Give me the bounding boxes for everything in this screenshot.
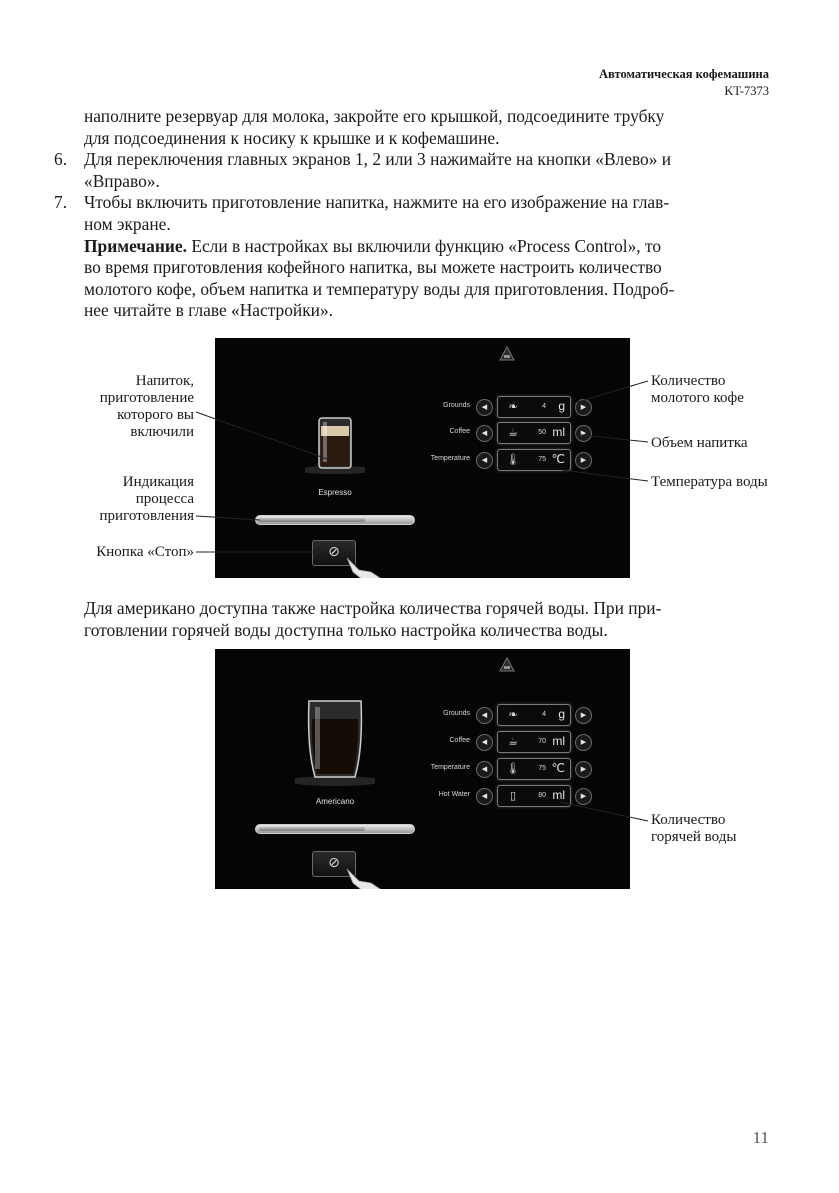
note-line: во время приготовления кофейного напитка, вы можете настроить количество <box>84 257 662 278</box>
list-number: 6. <box>54 149 68 170</box>
param-label: Hot Water <box>438 791 470 798</box>
progress-bar <box>255 824 415 834</box>
param-value: 80 <box>538 792 546 799</box>
param-value: 4 <box>542 711 546 718</box>
brand-logo-icon <box>499 346 515 362</box>
list-number: 7. <box>54 192 68 213</box>
middle-line: Для американо доступна также настройка количества горячей воды. При при- <box>84 598 662 618</box>
param-field <box>497 396 571 418</box>
param-label: Coffee <box>449 737 470 744</box>
param-unit: ℃ <box>551 761 565 775</box>
list-line: Чтобы включить приготовление напитка, нажмите на его изображение на глав- <box>84 192 670 213</box>
increase-button[interactable]: ▶ <box>575 788 592 805</box>
param-row-grounds <box>215 704 630 728</box>
callout-line: молотого кофе <box>651 390 744 406</box>
note-first-line <box>84 236 770 258</box>
callout-line: процесса <box>135 491 194 507</box>
callout-temperature: Температура воды <box>651 474 768 490</box>
param-unit: ml <box>552 734 565 748</box>
callout-line: включили <box>130 424 194 440</box>
hand-pointer-icon <box>345 556 385 578</box>
callout-line: горячей воды <box>651 829 737 845</box>
screen-americano <box>215 649 630 889</box>
header-title: Автоматическая кофемашина <box>599 67 769 81</box>
callout-line: Количество <box>651 812 726 828</box>
param-unit: ml <box>552 425 565 439</box>
param-unit: ℃ <box>551 452 565 466</box>
param-row-temperature <box>215 758 630 782</box>
param-row-coffee <box>215 731 630 755</box>
hand-pointer-icon <box>345 867 385 889</box>
callout-progress <box>60 474 194 525</box>
note-line: молотого кофе, объем напитка и температуру воды для приготовления. Подроб- <box>84 278 675 299</box>
callout-grounds <box>651 373 744 407</box>
param-row-hot-water <box>215 785 630 809</box>
callout-line: Напиток, <box>135 373 194 389</box>
increase-button[interactable]: ▶ <box>575 399 592 416</box>
middle-line: готовлении горячей воды доступна только настройка количества воды. <box>84 619 608 640</box>
list-line: Для переключения главных экранов 1, 2 или 3 нажимайте на кнопки «Влево» и <box>84 149 672 170</box>
list-item-6 <box>54 149 770 192</box>
note-first-text: Если в настройках вы включили функцию «Process Control», то <box>186 235 662 256</box>
page-number: 11 <box>752 1128 769 1147</box>
beans-icon: ❧ <box>508 708 518 721</box>
cup-icon: ☕ <box>508 426 518 439</box>
param-row-grounds <box>215 396 630 420</box>
callout-hot-water <box>651 812 736 846</box>
stop-icon: ⊘ <box>328 544 340 560</box>
increase-button[interactable]: ▶ <box>575 452 592 469</box>
param-field <box>497 785 571 807</box>
param-row-coffee <box>215 422 630 446</box>
param-field <box>497 449 571 471</box>
callout-volume: Объем напитка <box>651 435 748 451</box>
param-value: 75 <box>538 456 546 463</box>
water-cup-icon: ▯ <box>509 789 517 802</box>
param-field <box>497 704 571 726</box>
list-item-7 <box>54 192 770 235</box>
screen-espresso <box>215 338 630 578</box>
intro-line: для подсоединения к носику к крышке и к кофемашине. <box>84 127 500 148</box>
note-paragraph <box>54 236 770 322</box>
note-line: нее читайте в главе «Настройки». <box>84 300 334 321</box>
param-field <box>497 422 571 444</box>
body-text-middle <box>54 598 770 641</box>
decrease-button[interactable]: ◀ <box>476 707 493 724</box>
running-header <box>599 66 769 100</box>
param-row-temperature <box>215 449 630 473</box>
param-label: Temperature <box>430 455 470 462</box>
cup-icon: ☕ <box>508 735 518 748</box>
intro-line: наполните резервуар для молока, закройте его крышкой, подсоедините трубку <box>84 106 665 126</box>
callout-line: приготовления <box>99 508 194 524</box>
param-label: Coffee <box>449 428 470 435</box>
decrease-button[interactable]: ◀ <box>476 788 493 805</box>
note-label: Примечание. <box>84 235 187 256</box>
param-label: Grounds <box>443 402 470 409</box>
callout-line: которого вы <box>117 407 194 423</box>
decrease-button[interactable]: ◀ <box>476 452 493 469</box>
stop-icon: ⊘ <box>328 855 340 871</box>
progress-fill <box>259 827 365 831</box>
param-value: 75 <box>538 765 546 772</box>
param-label: Grounds <box>443 710 470 717</box>
param-field <box>497 758 571 780</box>
callout-stop: Кнопка «Стоп» <box>96 544 194 560</box>
decrease-button[interactable]: ◀ <box>476 734 493 751</box>
decrease-button[interactable]: ◀ <box>476 399 493 416</box>
callout-line: приготовление <box>99 390 194 406</box>
param-value: 4 <box>542 403 546 410</box>
callout-line: Индикация <box>122 474 194 490</box>
body-text-top <box>54 106 770 322</box>
increase-button[interactable]: ▶ <box>575 425 592 442</box>
list-line: ном экране. <box>84 213 171 234</box>
increase-button[interactable]: ▶ <box>575 707 592 724</box>
brand-logo-icon <box>499 657 515 673</box>
drink-name: Americano <box>315 797 355 806</box>
drink-name: Espresso <box>318 488 352 497</box>
decrease-button[interactable]: ◀ <box>476 425 493 442</box>
decrease-button[interactable]: ◀ <box>476 761 493 778</box>
increase-button[interactable]: ▶ <box>575 734 592 751</box>
param-label: Temperature <box>430 764 470 771</box>
list-line: «Вправо». <box>84 170 160 191</box>
param-field <box>497 731 571 753</box>
callout-line: Количество <box>651 373 726 389</box>
beans-icon: ❧ <box>508 400 518 413</box>
thermometer-icon: 🌡 <box>506 453 520 466</box>
thermometer-icon: 🌡 <box>506 762 520 775</box>
progress-fill <box>259 518 365 522</box>
param-value: 50 <box>538 429 546 436</box>
param-value: 70 <box>538 738 546 745</box>
increase-button[interactable]: ▶ <box>575 761 592 778</box>
callout-drink <box>60 373 194 441</box>
param-unit: ml <box>552 788 565 802</box>
header-model: KT-7373 <box>724 84 769 98</box>
progress-bar <box>255 515 415 525</box>
param-unit: g <box>558 399 565 413</box>
param-unit: g <box>558 707 565 721</box>
